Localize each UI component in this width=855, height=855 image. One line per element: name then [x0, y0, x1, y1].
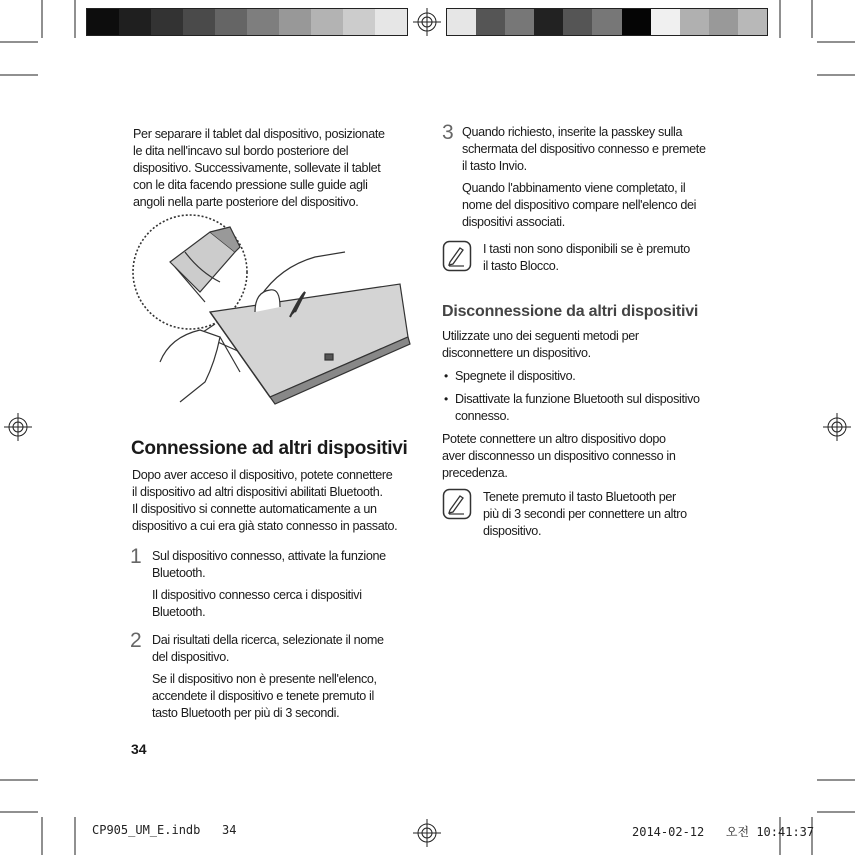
section-title-disconnect: Disconnessione da altri dispositivi [442, 303, 699, 320]
bullet-marker: • [444, 392, 449, 406]
color-swatch [651, 9, 680, 35]
color-swatch [151, 9, 183, 35]
color-swatch [343, 9, 375, 35]
section-intro-disconnect: Utilizzate uno dei seguenti metodi per disconnettere un dispositivo. [442, 329, 639, 360]
footer-file-label: CP905_UM_E.indb 34 [92, 823, 237, 837]
color-swatch [447, 9, 476, 35]
step-text: Sul dispositivo connesso, attivate la funzione Bluetooth. [152, 549, 386, 580]
step-sub-text: Il dispositivo connesso cerca i dispositivi Bluetooth. [152, 588, 362, 619]
bullet-item: Disattivate la funzione Bluetooth sul dispositivo connesso. [455, 392, 700, 423]
color-swatch [279, 9, 311, 35]
section-title-connect: Connessione ad altri dispositivi [131, 438, 408, 459]
color-swatch [476, 9, 505, 35]
note-text: Tenete premuto il tasto Bluetooth per più di 3 secondi per connettere un altro dispositivo. [483, 490, 687, 538]
intro-paragraph: Per separare il tablet dal dispositivo, posizionate le dita nell'incavo sul bordo posteriore del dispositivo. Successivamente, sollevate il tablet con le dita facendo pressione sulle guide agli angoli nella parte posteriore del dispositivo. [133, 127, 385, 209]
color-swatch [311, 9, 343, 35]
color-swatch [247, 9, 279, 35]
color-swatch [119, 9, 151, 35]
section-body-connect: Dopo aver acceso il dispositivo, potete connettere il dispositivo ad altri dispositivi abilitati Bluetooth. Il dispositivo si connette automaticamente a un dispositivo a cui era già stato connesso in passato. [132, 468, 398, 533]
color-swatch [534, 9, 563, 35]
color-swatch [563, 9, 592, 35]
page-number: 34 [131, 741, 147, 757]
color-swatch [505, 9, 534, 35]
tablet-illustration [130, 212, 420, 407]
note-icon [442, 488, 472, 520]
note-text: I tasti non sono disponibili se è premuto il tasto Blocco. [483, 242, 690, 273]
bullet-item: Spegnete il dispositivo. [455, 369, 576, 383]
step-number: 2 [130, 629, 142, 652]
color-swatch [215, 9, 247, 35]
color-swatch [183, 9, 215, 35]
footer-timestamp: 2014-02-12 오전 10:41:37 [632, 825, 815, 839]
color-swatch [738, 9, 767, 35]
color-swatch [709, 9, 738, 35]
step-text: Quando richiesto, inserite la passkey sulla schermata del dispositivo connesso e premete il tasto Invio. [462, 125, 706, 173]
color-swatch [680, 9, 709, 35]
color-swatch [87, 9, 119, 35]
step-text: Dai risultati della ricerca, selezionate il nome del dispositivo. [152, 633, 384, 664]
color-swatch [375, 9, 407, 35]
color-swatch [622, 9, 651, 35]
note-icon [442, 240, 472, 272]
color-bar-left [86, 8, 408, 36]
color-bar-right [446, 8, 768, 36]
step-sub-text: Se il dispositivo non è presente nell'elenco, accendete il dispositivo e tenete premuto il tasto Bluetooth per più di 3 secondi. [152, 672, 377, 720]
color-swatch [592, 9, 621, 35]
step-number: 1 [130, 545, 142, 568]
step-sub-text: Quando l'abbinamento viene completato, il nome del dispositivo compare nell'elenco dei dispositivi associati. [462, 181, 697, 229]
bullet-marker: • [444, 369, 449, 383]
step-number: 3 [442, 121, 454, 144]
after-paragraph: Potete connettere un altro dispositivo dopo aver disconnesso un dispositivo connesso in precedenza. [442, 432, 676, 480]
